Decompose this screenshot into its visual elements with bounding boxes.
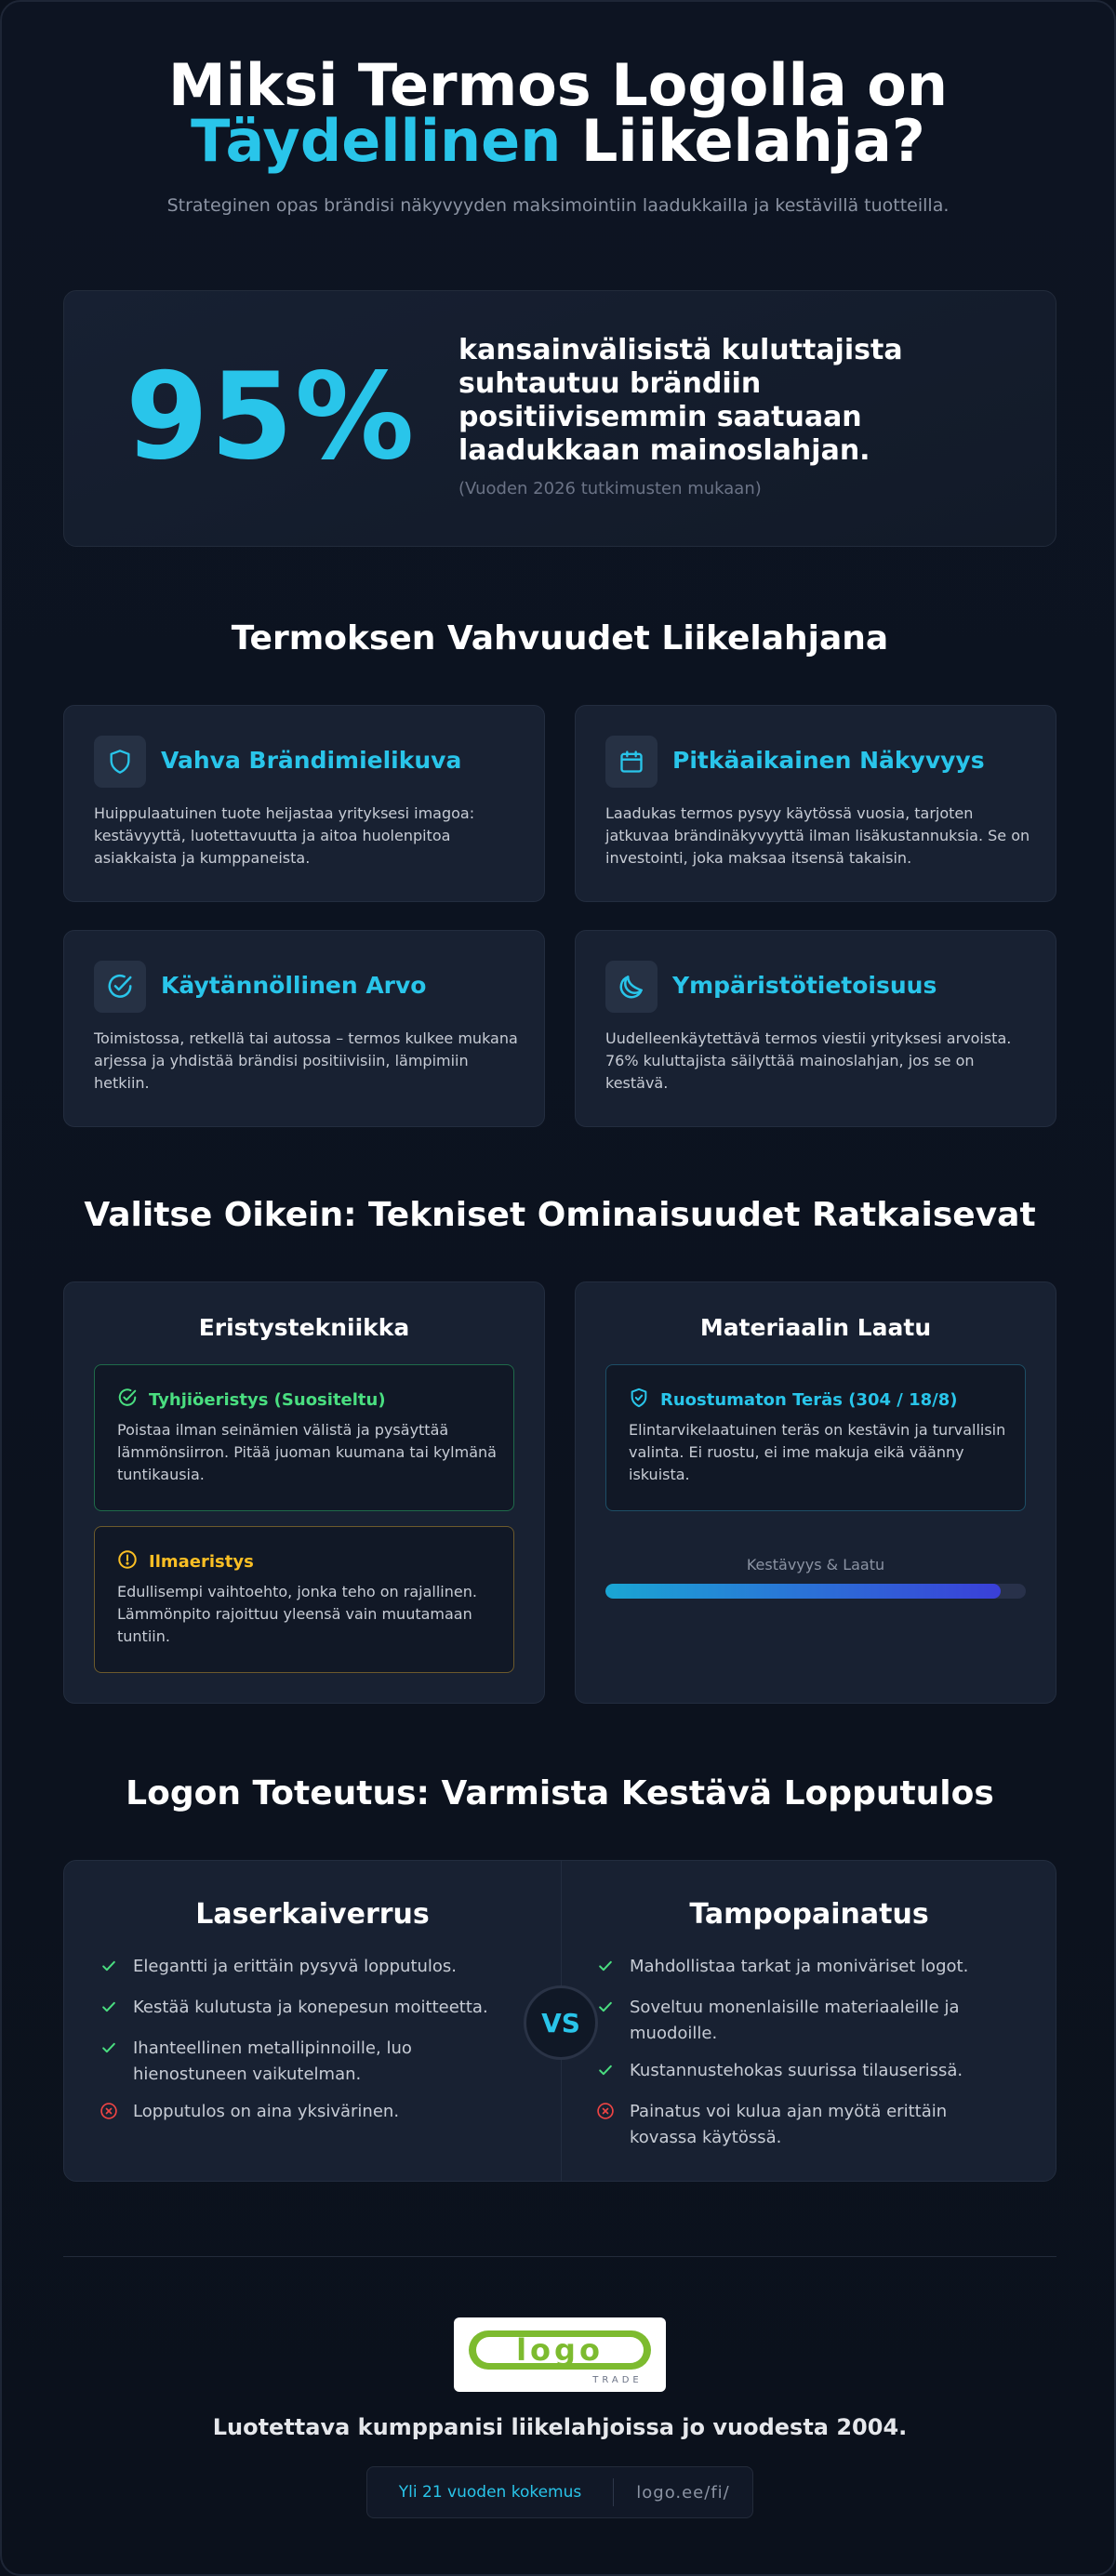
strengths-title: Termoksen Vahvuudet Liikelahjana: [231, 619, 889, 657]
check-icon: [596, 2058, 617, 2088]
item-text: Mahdollistaa tarkat ja moniväriset logot.: [630, 1957, 969, 1976]
option-desc: Poistaa ilman seinämien välistä ja pysäyttää lämmönsiirron. Pitää juoman kuumana tai kylmänä tuntikausia.: [117, 1421, 497, 1483]
insulation-card: [63, 1281, 545, 1704]
vs-badge: VS: [524, 1985, 598, 2060]
quality-bar-label: Kestävyys & Laatu: [746, 1556, 885, 1573]
stat-value: 95%: [126, 348, 417, 486]
comparison-card: [63, 1860, 1056, 2182]
air-option: [94, 1526, 514, 1673]
logotrade-logo: [454, 2317, 666, 2392]
item-text: Painatus voi kulua ajan myötä erittäin kovassa käytössä.: [630, 2102, 948, 2147]
option-name: Ruostumaton Teräs (304 / 18/8): [660, 1390, 958, 1410]
shield-icon: [94, 736, 146, 788]
option-desc: Elintarvikelaatuinen teräs on kestävin ja turvallisin valinta. Ei ruostu, ei ime makuja eikä väänny iskuista.: [629, 1421, 1006, 1483]
material-title: Materiaalin Laatu: [699, 1314, 932, 1341]
check-circle-icon: [117, 1388, 138, 1413]
leaf-icon: [605, 961, 658, 1013]
pro-item: [596, 1995, 1005, 2047]
svg-text:TRADE: TRADE: [592, 2375, 643, 2385]
feature-title: Vahva Brändimielikuva: [161, 747, 462, 774]
experience-text: Yli 21 vuoden kokemus: [398, 2483, 582, 2502]
feature-title: Pitkäaikainen Näkyvyys: [672, 747, 985, 774]
item-text: Elegantti ja erittäin pysyvä lopputulos.: [133, 1957, 458, 1976]
con-item: [596, 2099, 1005, 2151]
check-icon: [596, 1954, 617, 1984]
option-head: [117, 1388, 386, 1413]
feature-card: [63, 705, 545, 902]
option-name: Ilmaeristys: [149, 1552, 254, 1572]
feature-title: Käytännöllinen Arvo: [161, 972, 427, 999]
feature-desc: Laadukas termos pysyy käytössä vuosia, tarjoten jatkuvaa brändinäkyvyyttä ilman lisäkustannuksia. Se on investointi, joka maksaa itsensä takaisin.: [605, 804, 1030, 867]
svg-text:logo: logo: [516, 2332, 604, 2368]
item-text: Kustannustehokas suurissa tilauserissä.: [630, 2061, 963, 2080]
check-icon: [100, 2036, 120, 2088]
check-icon: [100, 1995, 120, 2025]
feature-card: [63, 930, 545, 1127]
pro-item: [100, 2036, 509, 2088]
title-rest: Liikelahja?: [561, 107, 925, 175]
con-item: [100, 2099, 509, 2129]
feature-card: [575, 705, 1056, 902]
laser-list: [100, 1954, 509, 2140]
check-icon: [100, 1954, 120, 1984]
steel-option: [605, 1364, 1026, 1511]
feature-desc: Uudelleenkäytettävä termos viestii yrityksesi arvoista. 76% kuluttajista säilyttää mainoslahjan, jos se on kestävä.: [605, 1029, 1012, 1092]
option-name: Tyhjiöeristys (Suositeltu): [149, 1390, 386, 1410]
page-subtitle: Strateginen opas brändisi näkyvyyden maksimointiin laadukkailla ja kestävillä tuotteilla.: [166, 195, 950, 216]
pro-item: [100, 1954, 509, 1984]
footer-info: [366, 2466, 753, 2518]
feature-desc: Toimistossa, retkellä tai autossa – termos kulkee mukana arjessa ja yhdistää brändisi positiivisiin, lämpimiin hetkiin.: [94, 1029, 518, 1092]
website-link[interactable]: logo.ee/fi/: [636, 2482, 730, 2503]
laser-title: Laserkaiverrus: [195, 1898, 430, 1931]
item-text: Ihanteellinen metallipinnoille, luo hienostuneen vaikutelman.: [133, 2038, 412, 2084]
quality-bar: [605, 1584, 1026, 1599]
quality-bar-fill: [605, 1584, 1001, 1599]
check-icon: [596, 1995, 617, 2047]
footer-divider: [63, 2256, 1056, 2257]
title-accent: Täydellinen: [191, 107, 562, 175]
page-title: [2, 51, 1114, 175]
stat-text: kansainvälisistä kuluttajista suhtautuu brändiin positiivisemmin saatuaan laadukkaan mainoslahjan.: [458, 334, 903, 467]
vacuum-option: [94, 1364, 514, 1511]
hero-section: [2, 2, 1114, 216]
tech-title: Valitse Oikein: Tekniset Ominaisuudet Ratkaisevat: [84, 1196, 1036, 1234]
pro-item: [596, 1954, 1005, 1984]
item-text: Soveltuu monenlaisille materiaaleille ja muodoille.: [630, 1998, 960, 2043]
stat-note: (Vuoden 2026 tutkimusten mukaan): [458, 479, 762, 498]
warning-icon: [117, 1549, 138, 1574]
tampo-title: Tampopainatus: [689, 1898, 929, 1931]
feature-card: [575, 930, 1056, 1127]
logo-section-title: Logon Toteutus: Varmista Kestävä Lopputulos: [126, 1774, 994, 1812]
check-circle-icon: [94, 961, 146, 1013]
shield-check-icon: [629, 1388, 649, 1413]
feature-title: Ympäristötietoisuus: [672, 972, 937, 999]
x-circle-icon: [100, 2099, 120, 2129]
insulation-title: Eristystekniikka: [198, 1314, 410, 1341]
option-desc: Edullisempi vaihtoehto, jonka teho on rajallinen. Lämmönpito rajoittuu yleensä vain muutamaan tuntiin.: [117, 1583, 477, 1645]
stat-box: [63, 290, 1056, 547]
calendar-icon: [605, 736, 658, 788]
tampo-list: [596, 1954, 1005, 2162]
feature-desc: Huippulaatuinen tuote heijastaa yrityksesi imagoa: kestävyyttä, luotettavuutta ja aitoa huolenpitoa asiakkaista ja kumppaneista.: [94, 804, 475, 867]
material-card: [575, 1281, 1056, 1704]
pro-item: [100, 1995, 509, 2025]
item-text: Kestää kulutusta ja konepesun moitteetta.: [133, 1998, 488, 2017]
option-head: [629, 1388, 958, 1413]
pro-item: [596, 2058, 1005, 2088]
item-text: Lopputulos on aina yksivärinen.: [133, 2102, 400, 2121]
option-head: [117, 1549, 254, 1574]
title-line-1: Miksi Termos Logolla on: [167, 51, 949, 119]
footer-tagline: Luotettava kumppanisi liikelahjoissa jo vuodesta 2004.: [212, 2414, 908, 2440]
x-circle-icon: [596, 2099, 617, 2151]
